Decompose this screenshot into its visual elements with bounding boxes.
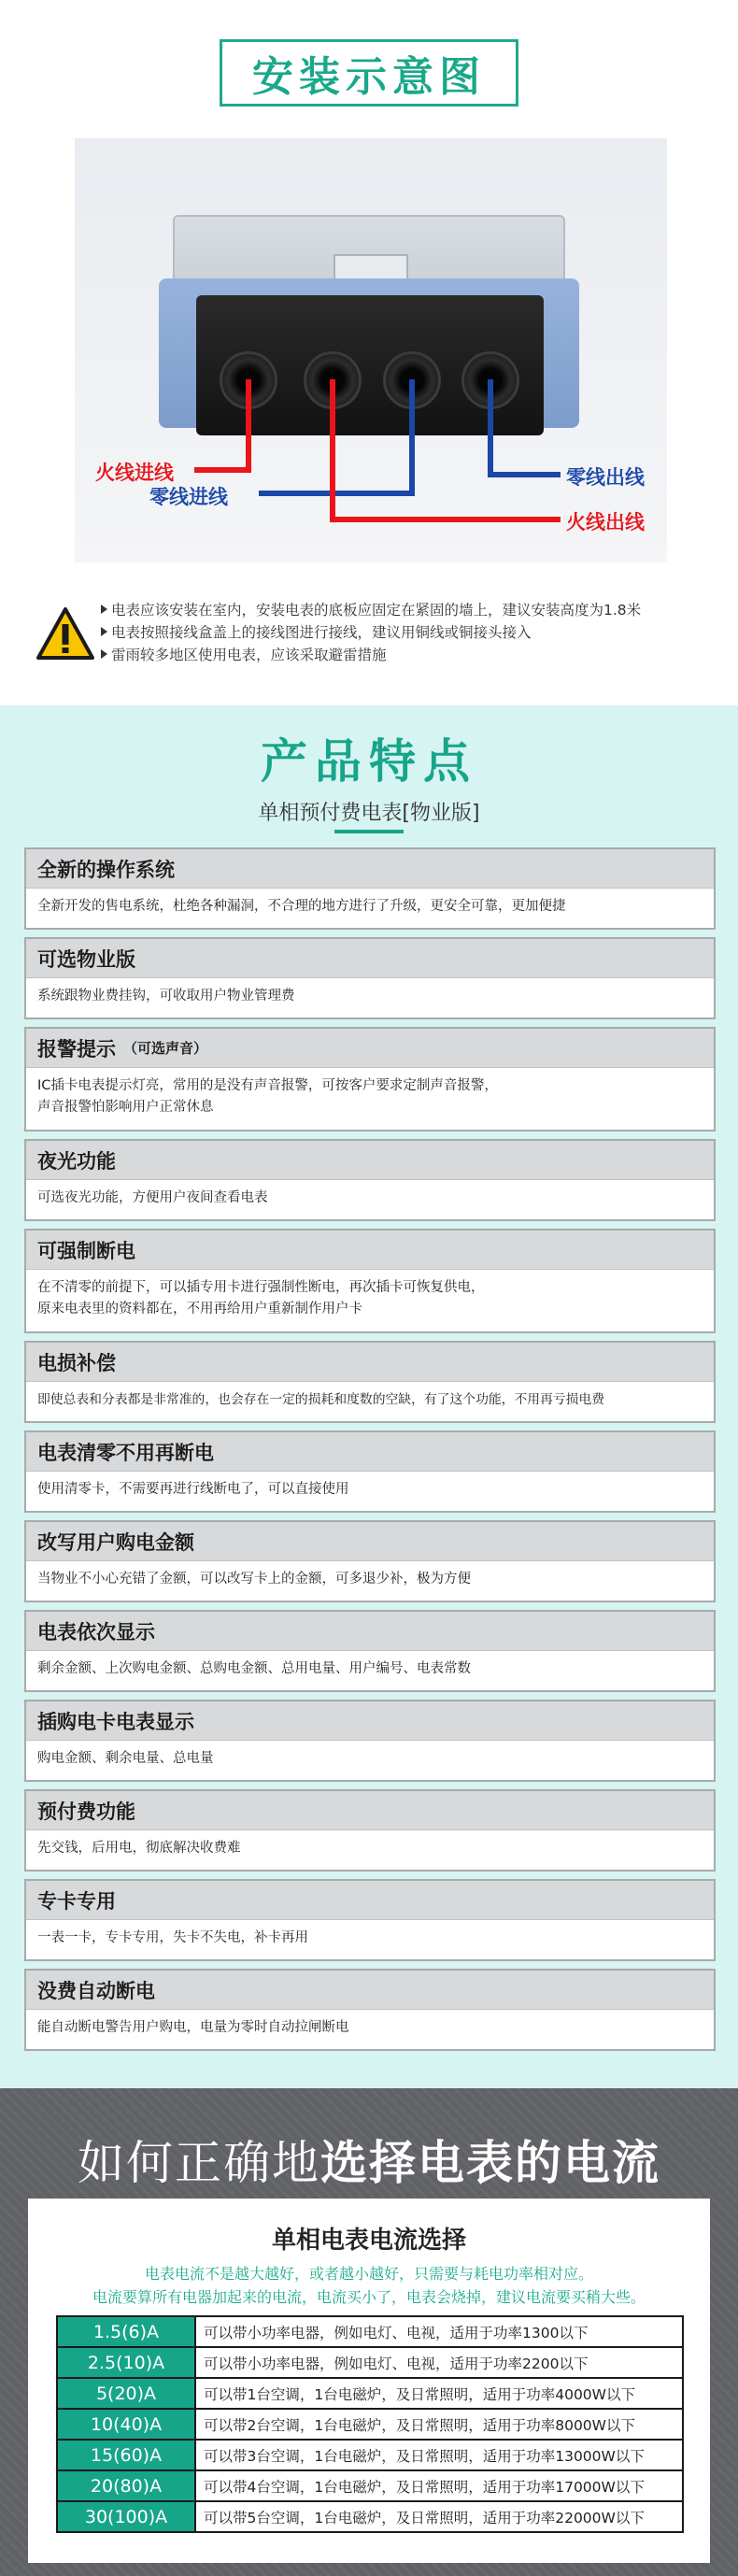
- note-item: 雷雨较多地区使用电表，应该采取避雷措施: [101, 643, 736, 665]
- feature-title: 可强制断电: [26, 1231, 714, 1270]
- feature-title: 电损补偿: [26, 1343, 714, 1382]
- neutral-out-wire: [490, 379, 561, 475]
- feature-card: [24, 1879, 716, 1961]
- live-out-label: 火线出线: [566, 511, 645, 534]
- neutral-out-label: 零线出线: [566, 466, 645, 489]
- feature-title: 全新的操作系统: [26, 849, 714, 889]
- current-panel-title: 单相电表电流选择: [271, 2227, 466, 2255]
- feature-title: 专卡专用: [26, 1881, 714, 1920]
- amp-description: 可以带小功率电器，例如电灯、电视，适用于功率2200以下: [195, 2347, 683, 2378]
- feature-desc: 购电金额、剩余电量、总电量: [37, 1751, 214, 1766]
- live-in-wire: [194, 379, 248, 470]
- bullet-arrow-icon: [101, 605, 107, 614]
- amp-description: 可以带5台空调，1台电磁炉，及日常照明，适用于功率22000W以下: [195, 2501, 683, 2532]
- live-out-wire: [333, 379, 561, 519]
- feature-title: 电表依次显示: [26, 1612, 714, 1651]
- current-panel: [28, 2199, 710, 2563]
- feature-card: [24, 1430, 716, 1513]
- table-row: [57, 2378, 683, 2409]
- table-row: [57, 2440, 683, 2470]
- amp-rating: 1.5(6)A: [57, 2316, 195, 2347]
- bullet-arrow-icon: [101, 649, 107, 659]
- title-underline: [334, 830, 404, 833]
- meter-wiring-photo: [75, 138, 667, 562]
- feature-card: [24, 1789, 716, 1872]
- table-row: [57, 2316, 683, 2347]
- feature-note: （可选声音）: [123, 1040, 208, 1057]
- feature-card: [24, 1139, 716, 1221]
- amp-description: 可以带3台空调，1台电磁炉，及日常照明，适用于功率13000W以下: [195, 2440, 683, 2470]
- amp-rating: 2.5(10)A: [57, 2347, 195, 2378]
- feature-card: [24, 1969, 716, 2051]
- feature-desc: 先交钱，后用电，彻底解决收费难: [37, 1841, 241, 1856]
- feature-desc: 全新开发的售电系统，杜绝各种漏洞，不合理的地方进行了升级，更安全可靠，更加便捷: [37, 899, 566, 914]
- feature-desc: 一表一卡，专卡专用，失卡不失电，补卡再用: [37, 1930, 308, 1945]
- amp-description: 可以带小功率电器，例如电灯、电视，适用于功率1300以下: [195, 2316, 683, 2347]
- installation-title-box: [220, 39, 518, 107]
- features-title: 产品特点: [261, 734, 477, 789]
- current-description: 电表电流不是越大越好，或者越小越好，只需要与耗电功率相对应。 电流要算所有电器加起来的电流，电流买小了，电表会烧掉，建议电流要买稍大些。: [92, 2265, 646, 2306]
- feature-card: [24, 1700, 716, 1782]
- feature-desc: 系统跟物业费挂钩，可收取用户物业管理费: [37, 989, 295, 1003]
- feature-desc: 剩余金额、上次购电金额、总购电金额、总用电量、用户编号、电表常数: [37, 1661, 471, 1676]
- note-item: 电表按照接线盒盖上的接线图进行接线，建议用铜线或铜接头接入: [101, 620, 736, 643]
- feature-card: [24, 1610, 716, 1692]
- feature-title: 报警提示 （可选声音）: [26, 1029, 714, 1068]
- table-row: [57, 2409, 683, 2440]
- installation-section: [0, 0, 738, 705]
- feature-desc: 能自动断电警告用户购电，电量为零时自动拉闸断电: [37, 2020, 349, 2035]
- amp-rating: 15(60)A: [57, 2440, 195, 2470]
- bullet-arrow-icon: [101, 627, 107, 636]
- amp-rating: 30(100)A: [57, 2501, 195, 2532]
- feature-desc: 当物业不小心充错了金额，可以改写卡上的金额，可多退少补，极为方便: [37, 1572, 471, 1587]
- feature-title: 预付费功能: [26, 1791, 714, 1830]
- live-in-label: 火线进线: [95, 462, 174, 484]
- feature-title: 电表清零不用再断电: [26, 1432, 714, 1472]
- note-item: 电表应该安装在室内，安装电表的底板应固定在紧固的墙上，建议安装高度为1.8米: [101, 598, 736, 620]
- feature-card: [24, 1027, 716, 1131]
- feature-card: [24, 1229, 716, 1333]
- current-section-title: 如何正确地选择电表的电流: [78, 2136, 660, 2190]
- amp-description: 可以带2台空调，1台电磁炉，及日常照明，适用于功率8000W以下: [195, 2409, 683, 2440]
- table-row: [57, 2501, 683, 2532]
- feature-desc: 在不清零的前提下，可以插专用卡进行强制性断电，再次插卡可恢复供电， 原来电表里的资料都在，不用再给用户重新制作用户卡: [37, 1280, 485, 1316]
- feature-title: 改写用户购电金额: [26, 1522, 714, 1561]
- feature-card: [24, 847, 716, 930]
- feature-desc: 使用清零卡，不需要再进行线断电了，可以直接使用: [37, 1482, 349, 1497]
- current-selection-section: [0, 2088, 738, 2576]
- feature-desc: IC插卡电表提示灯亮，常用的是没有声音报警，可按客户要求定制声音报警， 声音报警怕影响用户正常休息: [37, 1078, 498, 1115]
- warning-icon: [35, 605, 95, 662]
- feature-title: 可选物业版: [26, 939, 714, 978]
- features-section: [0, 705, 738, 2088]
- feature-title: 插购电卡电表显示: [26, 1701, 714, 1741]
- amp-description: 可以带4台空调，1台电磁炉，及日常照明，适用于功率17000W以下: [195, 2470, 683, 2501]
- feature-card: [24, 937, 716, 1019]
- note-list: [101, 598, 736, 665]
- feature-desc: 可选夜光功能，方便用户夜间查看电表: [37, 1190, 268, 1205]
- amp-rating: 5(20)A: [57, 2378, 195, 2409]
- feature-desc: 即使总表和分表都是非常准的，也会存在一定的损耗和度数的空缺，有了这个功能，不用再亏损电费: [37, 1392, 605, 1407]
- feature-title: 夜光功能: [26, 1141, 714, 1180]
- amp-rating: 20(80)A: [57, 2470, 195, 2501]
- feature-card: [24, 1520, 716, 1602]
- current-table: [56, 2315, 684, 2533]
- installation-title: 安装示意图: [252, 53, 486, 101]
- feature-card: [24, 1341, 716, 1423]
- table-row: [57, 2347, 683, 2378]
- table-row: [57, 2470, 683, 2501]
- neutral-in-label: 零线进线: [149, 486, 228, 508]
- amp-description: 可以带1台空调，1台电磁炉，及日常照明，适用于功率4000W以下: [195, 2378, 683, 2409]
- feature-title: 没费自动断电: [26, 1971, 714, 2010]
- features-subtitle: 单相预付费电表[物业版]: [258, 802, 480, 825]
- amp-rating: 10(40)A: [57, 2409, 195, 2440]
